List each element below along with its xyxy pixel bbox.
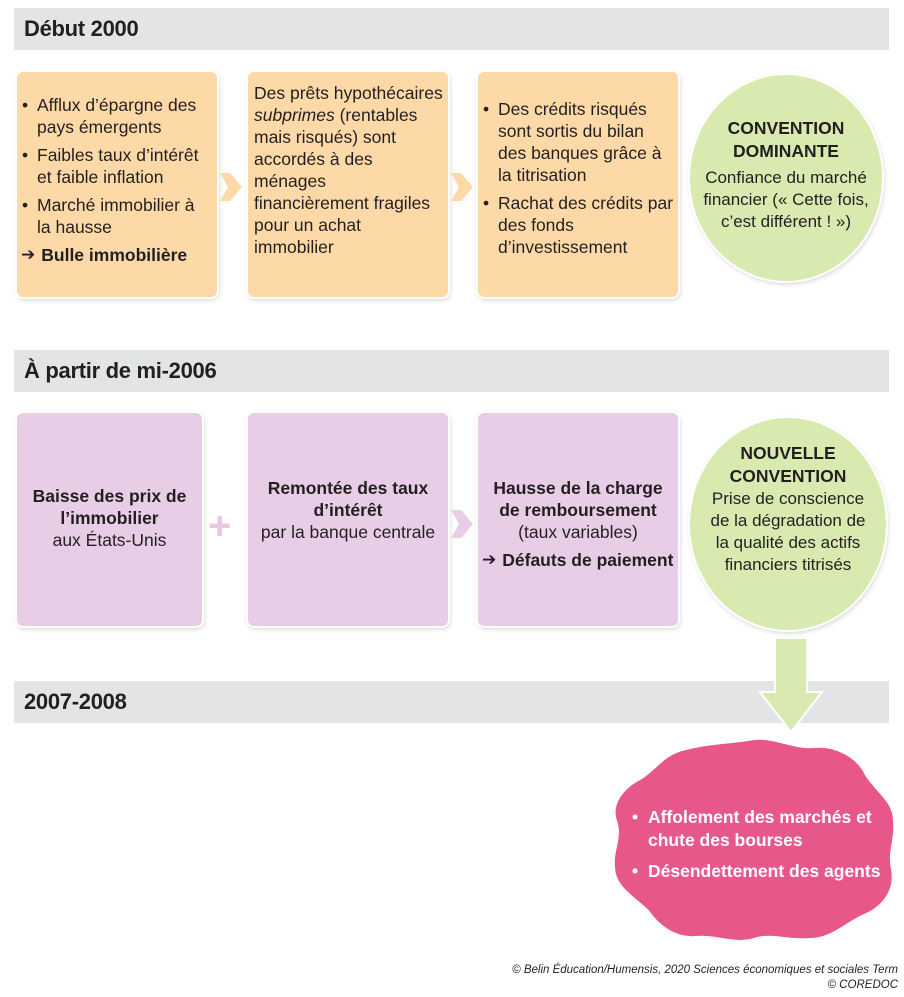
box-bold-text: Hausse de la charge de remboursement [493,478,663,520]
list-item: • Faibles taux d’intérêt et faible inflation [21,144,213,188]
arrow-right-icon: ➔ [482,550,497,569]
box-normal-text: par la banque centrale [260,522,436,542]
nouvelle-convention-circle [690,418,886,630]
box-normal-text: (taux variables) [518,522,638,542]
section-title: À partir de mi-2006 [24,358,217,383]
conclusion-line [482,549,673,571]
circle-title-line: CONVENTION [729,466,847,486]
section-title: 2007-2008 [24,689,127,714]
arrow-down-icon [758,636,824,736]
conclusion-text: Bulle immobilière [41,245,188,265]
circle-body: Prise de conscience de la dégradation de la qualité des actifs financiers titrisés [710,489,866,574]
chevron-right-icon [451,502,475,546]
section-band-mi-2006 [14,350,889,392]
cause-list [21,94,213,238]
chevron-right-icon [451,165,475,209]
circle-title-line: NOUVELLE [740,443,836,463]
conclusion-line [21,244,213,266]
plus-icon: + [208,504,232,548]
convention-dominante-circle [690,75,882,281]
chevron-right-icon [220,165,244,209]
conclusion-text: Défauts de paiement [502,550,674,570]
circle-title-line: DOMINANTE [733,141,839,161]
section-band-debut-2000 [14,8,889,50]
repayment-burden-box [478,413,678,626]
list-item: • Rachat des crédits par des fonds d’investissement [482,192,674,258]
list-item: • Désendettement des agents [632,860,892,883]
section-title: Début 2000 [24,16,139,41]
housing-prices-box [17,413,202,626]
arrow-right-icon: ➔ [21,245,36,264]
interest-rates-box [248,413,448,626]
list-item: • Afflux d’épargne des pays émergents [21,94,213,138]
list-item: • Affolement des marchés et chute des bourses [632,806,892,852]
crisis-consequences-list [632,806,892,891]
copyright-credit: © Belin Éducation/Humensis, 2020 Sciences économiques et sociales Term © COREDOC [512,964,898,991]
list-item: • Marché immobilier à la hausse [21,194,213,238]
subprimes-term: subprimes [254,105,335,125]
circle-title-line: CONVENTION [727,118,845,138]
securitization-box [478,72,678,297]
cause-box-savings [17,72,217,297]
subprime-loans-box [248,72,448,297]
box-bold-text: Baisse des prix de l’immobilier [32,486,187,528]
circle-body: Confiance du marché financier (« Cette fois, c’est différent ! ») [703,168,869,231]
subprime-text: Des prêts hypothécaires subprimes (rentables mais risqués) sont accordés à des ménages financièrement fragiles pour un achat immobilier [254,83,443,257]
box-normal-text: aux États-Unis [52,530,167,550]
securitization-list [482,98,674,258]
list-item: • Des crédits risqués sont sortis du bilan des banques grâce à la titrisation [482,98,674,186]
box-bold-text: Remontée des taux d’intérêt [267,478,429,520]
